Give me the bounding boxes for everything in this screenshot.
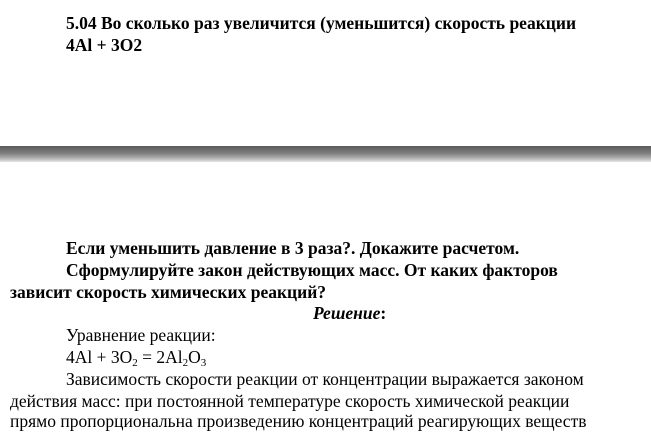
question-line1: Если уменьшить давление в 3 раза?. Докажите расчетом. <box>66 238 520 258</box>
solution-heading-text: Решение <box>313 303 381 323</box>
solution-text-line1: Зависимость скорости реакции от концентрации выражается законом <box>66 369 584 389</box>
equation-part-c: O <box>188 347 201 367</box>
problem-title-line2: 4Al + 3O2 <box>66 35 143 55</box>
equation-sub-a: 2 <box>132 357 138 369</box>
solution-heading <box>313 302 386 324</box>
solution-text-line2: действия масс: при постоянной температуре скорость химической реакции <box>10 391 570 411</box>
equation-sub-b: 2 <box>182 357 189 369</box>
equation-part-a: 4Al + 3O <box>66 347 133 367</box>
solution-text-line3: прямо пропорциональна произведению концентраций реагирующих веществ <box>10 411 587 431</box>
solution-heading-colon: : <box>380 303 387 323</box>
reaction-equation <box>66 346 206 368</box>
equation-sub-c: 3 <box>200 357 207 369</box>
equation-part-b: = 2Al <box>137 347 183 367</box>
question-line2: Сформулируйте закон действующих масс. От каких факторов <box>66 260 558 280</box>
page-divider <box>0 146 651 162</box>
question-line3: зависит скорость химических реакций? <box>10 282 327 302</box>
equation-label: Уравнение реакции: <box>66 325 216 345</box>
problem-title-line1: 5.04 Во сколько раз увеличится (уменьшится) скорость реакции <box>66 13 577 33</box>
